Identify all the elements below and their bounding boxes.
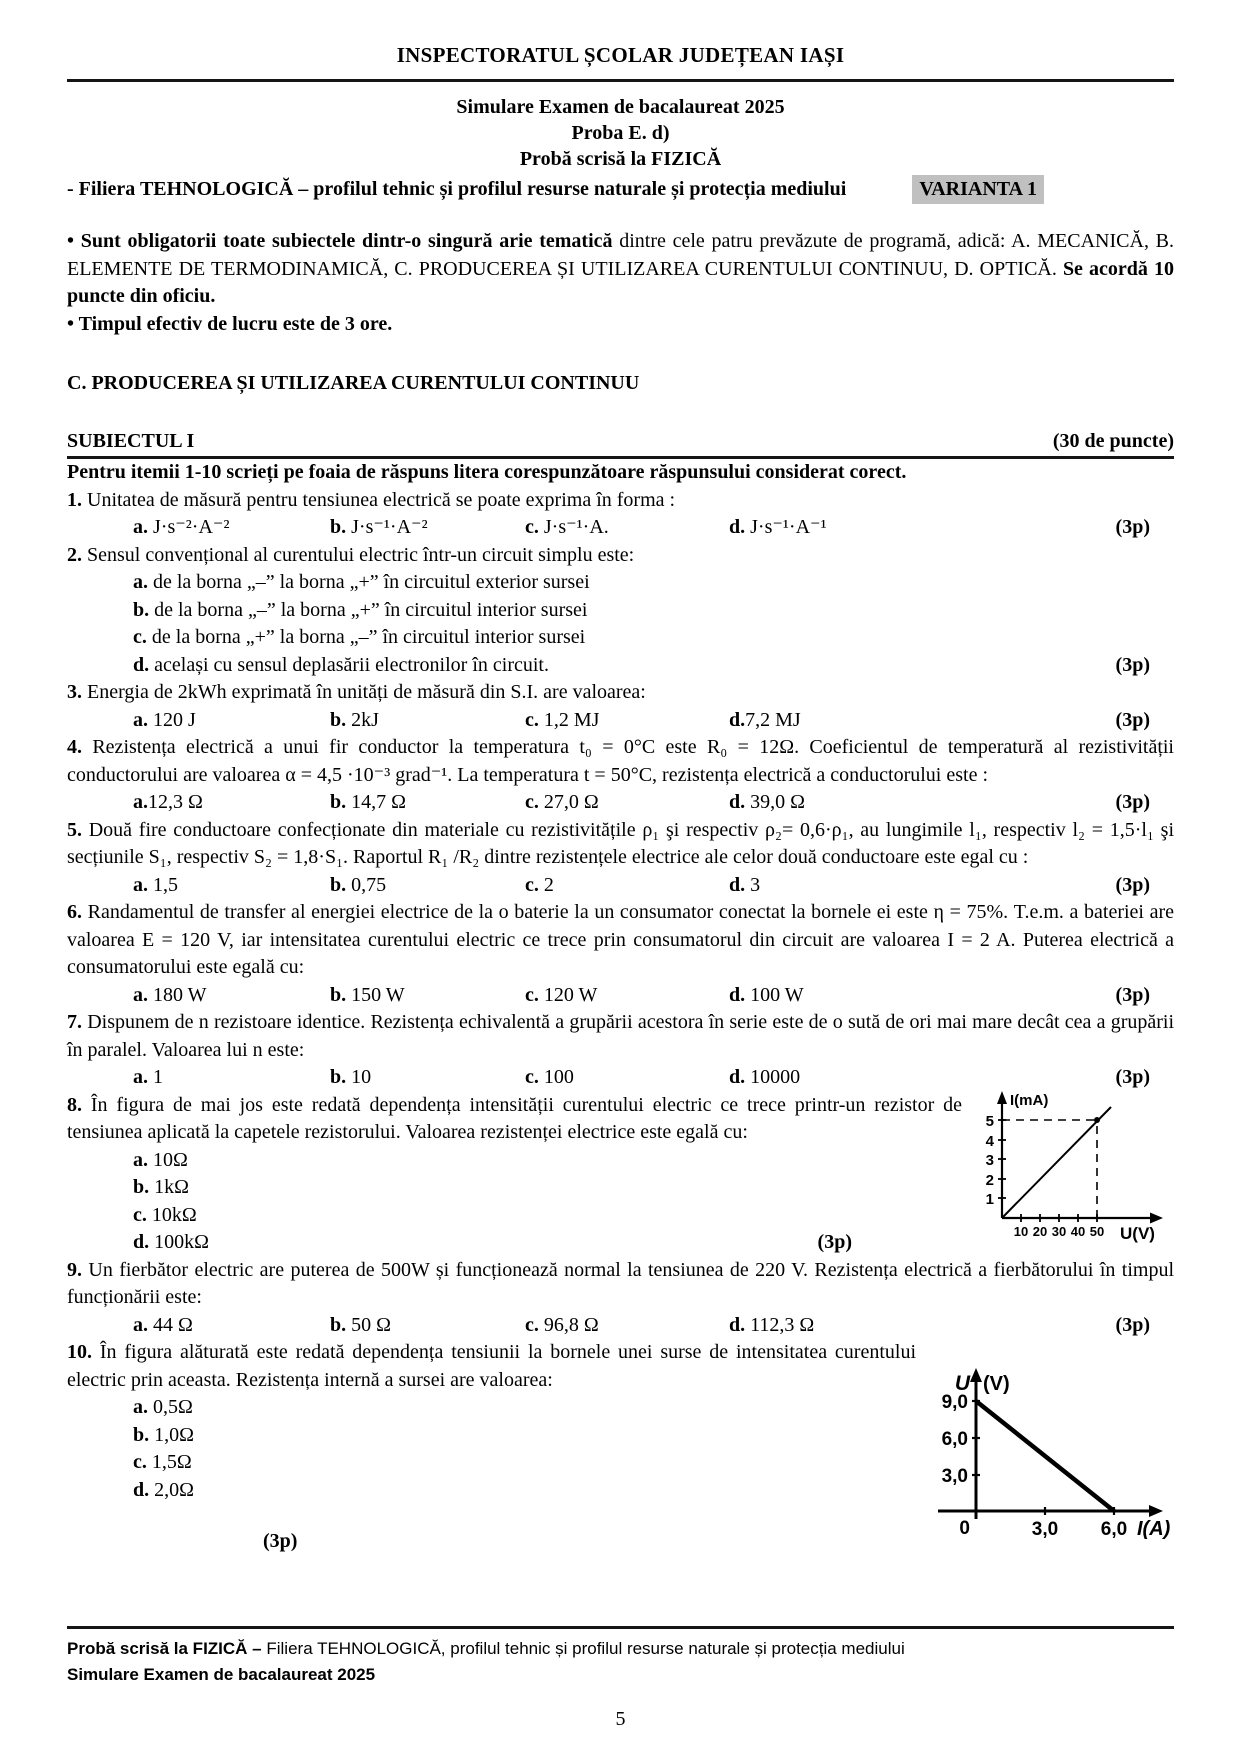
option-label: a. xyxy=(133,1396,148,1418)
options-row xyxy=(67,1312,1174,1340)
question-6 xyxy=(67,899,1174,1009)
x-tick-label: 40 xyxy=(1070,1223,1086,1239)
option-text: 100kΩ xyxy=(154,1231,209,1253)
option-label: d. xyxy=(133,1478,150,1501)
option-text: 39,0 Ω xyxy=(750,791,805,813)
x-tick-label: 30 xyxy=(1051,1223,1067,1239)
question-number: 9. xyxy=(67,1258,82,1281)
variant-badge: VARIANTA 1 xyxy=(912,175,1044,205)
option-text: 10Ω xyxy=(153,1148,188,1171)
option-label: b. xyxy=(330,516,347,538)
option-b xyxy=(330,514,525,542)
option-c xyxy=(525,707,729,735)
option-d xyxy=(729,1064,1116,1092)
question-text: Unitatea de măsură pentru tensiunea electrică se poate exprima în forma : xyxy=(87,488,676,511)
points-badge: (3p) xyxy=(1115,516,1150,538)
option-d xyxy=(729,789,1116,817)
marked-point xyxy=(1094,1117,1100,1123)
option-label: c. xyxy=(525,708,539,731)
option-label: c. xyxy=(133,626,147,648)
note-office-points: Se acordă 10 puncte din oficiu. xyxy=(67,257,1174,307)
x-tick-label: 0 xyxy=(959,1518,970,1539)
question-number: 8. xyxy=(67,1093,82,1116)
option-label: b. xyxy=(330,1066,347,1088)
option-d xyxy=(133,1229,962,1257)
footer-filiera: Filiera TEHNOLOGICĂ, profilul tehnic și profilul resurse naturale și protecția mediului xyxy=(261,1639,905,1658)
option-text: J·s⁻¹·A⁻¹ xyxy=(750,516,827,538)
option-text: 14,7 Ω xyxy=(351,791,406,813)
points-badge: (3p) xyxy=(817,1231,852,1253)
option-label: b. xyxy=(330,873,347,896)
note-bold-lead: • Sunt obligatorii toate subiectele dintr-o singură arie tematică xyxy=(67,230,613,252)
option-text: 2,0Ω xyxy=(154,1478,194,1501)
question-7 xyxy=(67,1009,1174,1092)
question-text-wrap xyxy=(67,487,1174,515)
option-label: a. xyxy=(133,516,148,538)
option-a xyxy=(133,514,330,542)
note-normal: dintre cele patru prevăzute de programă, adică: A. MECANICĂ, B. ELEMENTE DE TERMODINAMICĂ, C. PRODUCEREA ȘI UTILIZAREA CURENTULUI CONTINUU, D. OPTICĂ. xyxy=(67,230,1175,280)
footer-subject: Probă scrisă la FIZICĂ – xyxy=(67,1639,262,1658)
option-text: de la borna „–” la borna „+” în circuitul exterior sursei xyxy=(153,571,590,593)
option-label: c. xyxy=(525,983,539,1006)
y-tick-label: 3,0 xyxy=(941,1466,968,1487)
option-text: 100 W xyxy=(750,983,804,1006)
option-label: a. xyxy=(133,708,148,731)
points-badge: (3p) xyxy=(1115,873,1150,896)
option-label: d. xyxy=(729,516,746,538)
y-axis-label: I(mA) xyxy=(1010,1091,1049,1109)
x-tick-label: 3,0 xyxy=(1031,1519,1059,1540)
option-label: a. xyxy=(133,791,148,813)
question-text: În figura alăturată este redată dependența tensiunii la bornele unei surse de intensitatea curentului electric prin aceasta. Rezistența internă a sursei are valoarea: xyxy=(67,1341,917,1391)
option-a xyxy=(133,1147,962,1175)
x-axis-arrow-icon xyxy=(1150,1212,1163,1223)
subiect-heading: SUBIECTUL I xyxy=(67,429,195,452)
page-footer xyxy=(67,1626,1174,1688)
option-label: b. xyxy=(330,708,347,731)
option-d xyxy=(729,707,1116,735)
x-axis-label: U(V) xyxy=(1120,1223,1155,1243)
question-9 xyxy=(67,1257,1174,1340)
option-label: d. xyxy=(729,1313,746,1336)
option-label: b. xyxy=(133,598,150,621)
option-text: de la borna „–” la borna „+” în circuitul interior sursei xyxy=(154,598,588,621)
question-text-wrap xyxy=(67,679,1174,707)
x-tick-label: 6,0 xyxy=(1100,1519,1128,1540)
x-axis-label: I(A) xyxy=(1137,1518,1171,1540)
points-badge: (3p) xyxy=(1115,791,1150,813)
option-label: b. xyxy=(133,1423,150,1446)
y-axis-label: U xyxy=(954,1372,970,1395)
points-badge: (3p) xyxy=(263,1530,298,1552)
q10-ui-chart xyxy=(924,1363,1174,1548)
option-text: 7,2 MJ xyxy=(745,708,801,731)
option-label: c. xyxy=(525,873,539,896)
points-badge: (3p) xyxy=(1115,1313,1150,1336)
note-mandatory xyxy=(67,228,1174,311)
options-stack xyxy=(67,569,1174,679)
points-badge: (3p) xyxy=(1115,983,1150,1006)
option-label: a. xyxy=(133,983,148,1006)
note-time: • Timpul efectiv de lucru este de 3 ore. xyxy=(67,312,393,335)
option-text: 1 xyxy=(153,1066,163,1088)
question-text-wrap xyxy=(67,542,1174,570)
filiera-row xyxy=(67,175,1174,205)
option-d xyxy=(729,872,1116,900)
y-axis-unit-label: (V) xyxy=(983,1373,1010,1395)
option-label: d. xyxy=(133,653,150,676)
option-text: 0,75 xyxy=(351,873,387,896)
option-c xyxy=(133,624,1174,652)
option-d xyxy=(729,514,1116,542)
option-b xyxy=(330,1064,525,1092)
option-text: 2kJ xyxy=(351,708,379,731)
options-stack xyxy=(67,1147,962,1257)
option-text: de la borna „+” la borna „–” în circuitul interior sursei xyxy=(151,626,586,648)
filiera-text: - Filiera TEHNOLOGICĂ – profilul tehnic și profilul resurse naturale și protecția mediului xyxy=(67,177,847,200)
option-b xyxy=(330,707,525,735)
option-label: d. xyxy=(729,791,746,813)
option-a xyxy=(133,1064,330,1092)
option-label: a. xyxy=(133,1313,148,1336)
option-d xyxy=(133,652,1174,680)
points-badge: (3p) xyxy=(1115,708,1150,731)
question-text: Dispunem de n rezistoare identice. Rezistența echivalentă a grupării acestora în serie este de o sută de ori mai mare decât cea a grupării în paralel. Valoarea lui n este: xyxy=(67,1011,1175,1061)
option-label: c. xyxy=(525,1313,539,1336)
footer-line-2: Simulare Examen de bacalaureat 2025 xyxy=(67,1665,376,1684)
proba-title: Proba E. d) xyxy=(571,121,670,144)
option-text: 1,0Ω xyxy=(154,1423,194,1446)
question-text-wrap xyxy=(67,734,1174,789)
option-label: d. xyxy=(133,1231,150,1253)
option-text: 2 xyxy=(543,873,554,896)
option-b xyxy=(133,597,1174,625)
options-row xyxy=(67,514,1174,542)
option-text: 3 xyxy=(750,873,761,896)
option-c xyxy=(525,789,729,817)
option-label: d. xyxy=(729,983,746,1006)
option-label: a. xyxy=(133,1148,148,1171)
option-c xyxy=(525,872,729,900)
question-10-left xyxy=(67,1339,916,1556)
x-axis-arrow-icon xyxy=(1149,1505,1163,1517)
option-c xyxy=(133,1202,962,1230)
points-badge: (3p) xyxy=(1115,653,1150,676)
options-row xyxy=(67,707,1174,735)
question-8-left xyxy=(67,1092,962,1257)
options-stack xyxy=(67,1394,916,1504)
option-label: c. xyxy=(133,1451,147,1473)
y-axis-arrow-icon xyxy=(970,1368,982,1382)
option-d-content xyxy=(133,652,549,680)
question-5 xyxy=(67,817,1174,900)
option-text: 112,3 Ω xyxy=(750,1313,815,1336)
q8-iv-chart xyxy=(974,1090,1174,1248)
options-row xyxy=(67,1064,1174,1092)
option-text: J·s⁻²·A⁻² xyxy=(153,516,230,538)
question-number: 6. xyxy=(67,901,82,923)
option-text: 1,2 MJ xyxy=(543,708,600,731)
option-text: 12,3 Ω xyxy=(148,791,203,813)
option-b xyxy=(330,982,525,1010)
options-row xyxy=(67,789,1174,817)
question-text-wrap xyxy=(67,1257,1174,1312)
y-tick-label: 6,0 xyxy=(941,1429,968,1450)
option-b xyxy=(133,1422,916,1450)
option-label: d. xyxy=(729,708,746,731)
option-text: 120 J xyxy=(153,708,196,731)
option-c xyxy=(525,514,729,542)
options-row xyxy=(67,982,1174,1010)
y-tick-label: 1 xyxy=(985,1190,994,1208)
option-label: a. xyxy=(133,571,148,593)
general-notes xyxy=(67,228,1174,338)
option-d xyxy=(133,1477,916,1505)
question-text: În figura de mai jos este redată dependența intensității curentului electric ce trece printr-un rezistor de tensiunea aplicată la capetele rezistorului. Valoarea rezistenței electrice este egală cu: xyxy=(67,1093,963,1143)
question-text-wrap xyxy=(67,1009,1174,1064)
page-number: 5 xyxy=(615,1708,626,1730)
subiect-points: (30 de puncte) xyxy=(1052,429,1174,452)
option-b xyxy=(330,1312,525,1340)
question-2 xyxy=(67,542,1174,680)
question-number: 5. xyxy=(67,818,82,841)
question-number: 10. xyxy=(67,1341,92,1363)
y-tick-label: 2 xyxy=(985,1171,994,1189)
option-text: 150 W xyxy=(351,983,405,1006)
option-c xyxy=(525,982,729,1010)
institution-header: INSPECTORATUL ȘCOLAR JUDEȚEAN IAȘI xyxy=(67,42,1174,82)
option-label: c. xyxy=(525,516,539,538)
y-tick-label: 5 xyxy=(985,1112,994,1130)
option-c xyxy=(525,1064,729,1092)
option-label: b. xyxy=(133,1176,150,1198)
options-row xyxy=(67,872,1174,900)
question-8 xyxy=(67,1092,1174,1257)
option-text: 1,5 xyxy=(153,873,178,896)
option-label: c. xyxy=(525,791,539,813)
question-10 xyxy=(67,1339,1174,1556)
option-c xyxy=(133,1449,916,1477)
option-text: 96,8 Ω xyxy=(543,1313,599,1336)
ui-line xyxy=(976,1401,1114,1511)
question-3 xyxy=(67,679,1174,734)
section-title: C. PRODUCEREA ȘI UTILIZAREA CURENTULUI CONTINUU xyxy=(67,372,640,394)
option-c xyxy=(525,1312,729,1340)
question-text: Energia de 2kWh exprimată în unități de măsură din S.I. are valoarea: xyxy=(87,681,646,703)
option-text: 10kΩ xyxy=(151,1203,197,1226)
question-number: 3. xyxy=(67,681,82,703)
question-number: 2. xyxy=(67,543,82,566)
question-text-wrap xyxy=(67,817,1174,872)
option-d xyxy=(729,982,1116,1010)
option-text: J·s⁻¹·A. xyxy=(543,516,609,538)
option-text: 180 W xyxy=(153,983,207,1006)
option-text: 0,5Ω xyxy=(153,1396,193,1418)
option-a xyxy=(133,789,330,817)
option-text: 120 W xyxy=(543,983,598,1006)
subject-title: Probă scrisă la FIZICĂ xyxy=(519,147,722,170)
iv-line xyxy=(1002,1107,1111,1218)
option-a xyxy=(133,569,1174,597)
question-text-wrap xyxy=(67,899,1174,982)
option-text: 1,5Ω xyxy=(151,1451,192,1473)
question-number: 7. xyxy=(67,1011,82,1033)
option-label: d. xyxy=(729,1066,746,1088)
option-text: 100 xyxy=(543,1066,574,1088)
question-text-wrap xyxy=(67,1092,962,1147)
option-label: b. xyxy=(330,791,347,813)
question-1 xyxy=(67,487,1174,542)
question-number: 1. xyxy=(67,488,82,511)
y-tick-label: 4 xyxy=(985,1132,994,1150)
option-text: 10000 xyxy=(750,1066,801,1088)
question-text: Două fire conductoare confecționate din materiale cu rezistivitățile ρ₁ şi respectiv ρ₂= 0,6·ρ₁, au lungimile l₁, respectiv l₂ = 1,5·l₁ şi secțiunile S₁, respectiv S₂ = 1,8·S₁. Raportul R₁ /R₂ dintre rezistențele electrice ale celor două conductoare este egal cu : xyxy=(67,818,1174,868)
option-text: 44 Ω xyxy=(153,1313,193,1336)
option-label: b. xyxy=(330,1313,347,1336)
option-text: același cu sensul deplasării electronilor în circuit. xyxy=(154,653,549,676)
option-b xyxy=(133,1174,962,1202)
option-label: a. xyxy=(133,1066,148,1088)
y-tick-label: 9,0 xyxy=(941,1392,968,1413)
option-a xyxy=(133,872,330,900)
question-number: 4. xyxy=(67,736,82,758)
y-tick-label: 3 xyxy=(985,1151,994,1169)
x-tick-label: 10 xyxy=(1013,1223,1029,1239)
option-a xyxy=(133,707,330,735)
option-text: 27,0 Ω xyxy=(543,791,599,813)
option-d-content xyxy=(133,1229,209,1257)
option-text: 1kΩ xyxy=(154,1176,189,1198)
option-text: J·s⁻¹·A⁻² xyxy=(351,516,428,538)
option-label: b. xyxy=(330,983,347,1006)
option-label: c. xyxy=(133,1203,147,1226)
x-tick-label: 50 xyxy=(1089,1223,1105,1239)
question-text: Randamentul de transfer al energiei electrice de la o baterie la un consumator conectat la bornele ei este η = 75%. T.e.m. a bateriei are valoarea E = 120 V, iar intensitatea curentului electric ce trece prin consumatorul din circuit are valoarea I = 2 A. Puterea electrică a consumatorului este egală cu: xyxy=(67,901,1174,978)
title-block xyxy=(67,94,1174,172)
question-text-wrap xyxy=(67,1339,916,1394)
x-tick-label: 20 xyxy=(1032,1223,1048,1239)
y-axis-arrow-icon xyxy=(997,1091,1007,1104)
option-label: d. xyxy=(729,873,746,896)
option-text: 10 xyxy=(351,1066,372,1088)
option-text: 50 Ω xyxy=(351,1313,391,1336)
subiect-row xyxy=(67,428,1174,460)
exam-title: Simulare Examen de bacalaureat 2025 xyxy=(456,95,785,118)
option-b xyxy=(330,789,525,817)
option-label: a. xyxy=(133,873,148,896)
question-text: Un fierbător electric are puterea de 500W și funcționează normal la tensiunea de 220 V. Rezistența electrică a fierbătorului în timpul funcționării este: xyxy=(67,1258,1174,1308)
option-a xyxy=(133,1394,916,1422)
question-text: Sensul convențional al curentului electric într-un circuit simplu este: xyxy=(87,543,635,566)
option-label: c. xyxy=(525,1066,539,1088)
footer-line-1 xyxy=(67,1636,1174,1662)
option-d xyxy=(729,1312,1116,1340)
question-text: Rezistența electrică a unui fir conductor la temperatura t₀ = 0°C este R₀ = 12Ω. Coeficientul de temperatură al rezistivității conductorului are valoarea α = 4,5 ·10⁻³ grad⁻¹. La temperatura t = 50°C, rezistența electrică a conductorului este : xyxy=(67,736,1174,786)
points-badge: (3p) xyxy=(1115,1066,1150,1088)
option-a xyxy=(133,1312,330,1340)
option-a xyxy=(133,982,330,1010)
subiect-instruction: Pentru itemii 1-10 scrieți pe foaia de răspuns litera corespunzătoare răspunsului considerat corect. xyxy=(67,461,907,483)
question-4 xyxy=(67,734,1174,817)
option-b xyxy=(330,872,525,900)
